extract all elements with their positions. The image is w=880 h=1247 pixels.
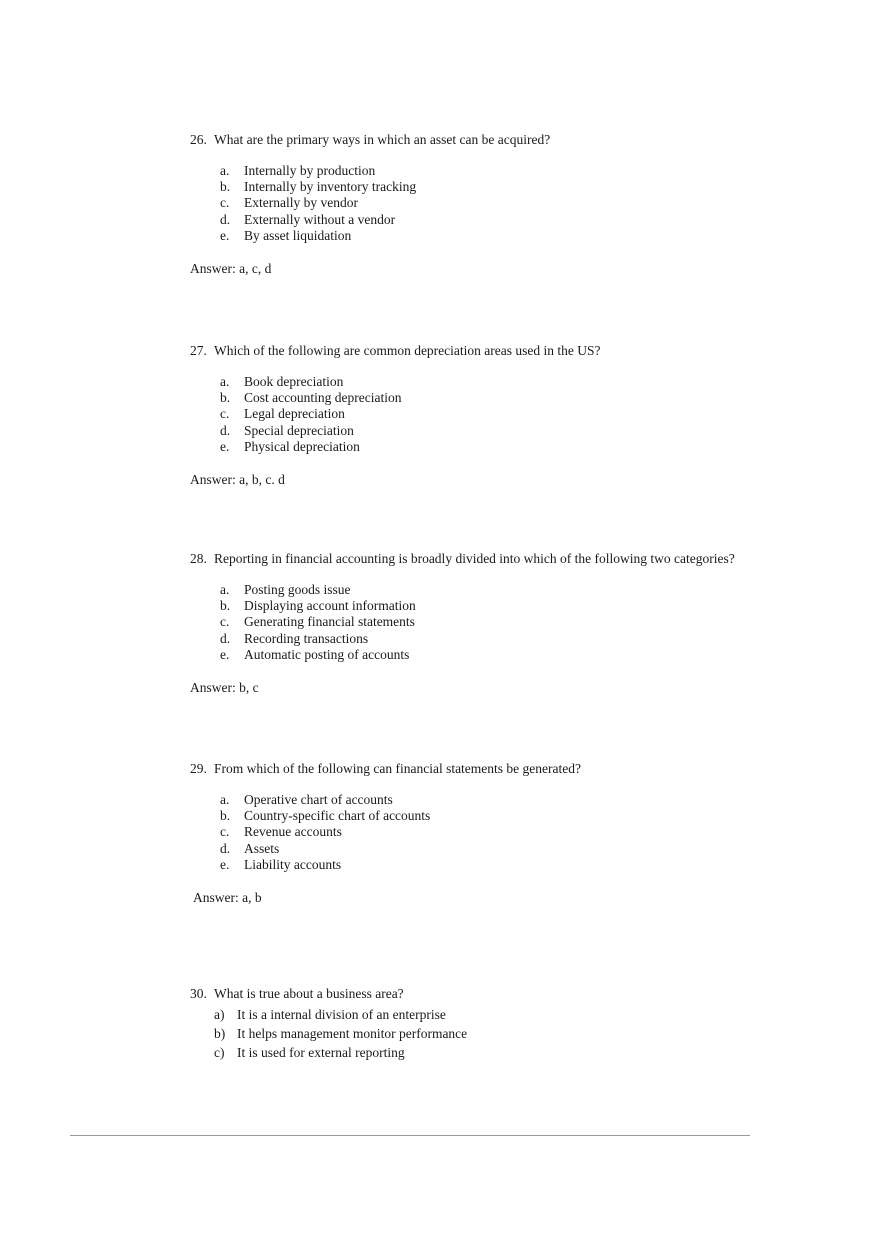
option-item xyxy=(190,647,850,663)
question-title xyxy=(190,342,830,360)
options-list xyxy=(190,582,850,663)
footer-divider xyxy=(70,1135,750,1136)
option-item xyxy=(190,1043,830,1062)
option-text: It helps management monitor performance xyxy=(237,1026,468,1041)
option-item xyxy=(190,1005,830,1024)
question-30 xyxy=(190,985,830,1062)
option-text: Posting goods issue xyxy=(244,582,351,597)
option-text: Internally by production xyxy=(244,163,376,178)
option-letter: b) xyxy=(214,1026,226,1041)
question-27 xyxy=(190,342,830,489)
question-text: Reporting in financial accounting is broadly divided into which of the following two categories? xyxy=(214,551,735,566)
question-text: Which of the following are common depreciation areas used in the US? xyxy=(214,343,601,358)
option-item xyxy=(190,179,830,195)
option-letter: a. xyxy=(220,792,230,807)
option-item xyxy=(190,792,830,808)
option-item xyxy=(190,857,830,873)
option-letter: d. xyxy=(220,211,231,227)
option-item xyxy=(190,228,830,244)
option-letter: d. xyxy=(220,422,231,438)
option-letter: c. xyxy=(220,614,230,630)
option-text: Liability accounts xyxy=(244,856,342,872)
question-26 xyxy=(190,131,830,278)
option-letter: b. xyxy=(220,808,231,824)
option-text: Special depreciation xyxy=(244,422,354,438)
option-item xyxy=(190,374,830,390)
option-letter: e. xyxy=(220,227,230,243)
option-letter: a. xyxy=(220,163,230,178)
option-item xyxy=(190,439,830,455)
option-letter: d. xyxy=(220,840,231,856)
question-number: 30. xyxy=(190,986,207,1001)
answer-line: Answer: a, b xyxy=(193,889,262,905)
option-text: Generating financial statements xyxy=(244,614,415,630)
option-text: Country-specific chart of accounts xyxy=(244,808,431,824)
question-title xyxy=(190,550,850,568)
option-letter: c. xyxy=(220,824,230,840)
option-item xyxy=(190,195,830,211)
option-text: Operative chart of accounts xyxy=(244,792,393,807)
answer-line: Answer: a, b, c. d xyxy=(190,471,285,487)
options-list xyxy=(190,792,830,873)
option-letter: a. xyxy=(220,582,230,597)
question-title xyxy=(190,760,830,778)
option-letter: d. xyxy=(220,630,231,646)
option-item xyxy=(190,406,830,422)
option-text: Book depreciation xyxy=(244,374,344,389)
option-text: Externally by vendor xyxy=(244,195,358,211)
option-letter: b. xyxy=(220,598,231,614)
option-text: Recording transactions xyxy=(244,630,369,646)
options-list xyxy=(190,163,830,244)
option-item xyxy=(190,598,850,614)
option-letter: c) xyxy=(214,1045,225,1060)
option-letter: b. xyxy=(220,390,231,406)
option-letter: c. xyxy=(220,195,230,211)
option-text: Displaying account information xyxy=(244,598,416,614)
option-item xyxy=(190,212,830,228)
option-item xyxy=(190,841,830,857)
option-letter: b. xyxy=(220,179,231,195)
question-text: What is true about a business area? xyxy=(214,986,404,1001)
option-item xyxy=(190,631,850,647)
answer-line: Answer: a, c, d xyxy=(190,260,272,276)
option-item xyxy=(190,163,830,179)
option-item xyxy=(190,808,830,824)
option-letter: c. xyxy=(220,406,230,422)
option-letter: a. xyxy=(220,374,230,389)
option-text: Internally by inventory tracking xyxy=(244,179,417,195)
question-29 xyxy=(190,760,830,907)
option-text: Physical depreciation xyxy=(244,438,360,454)
option-item xyxy=(190,824,830,840)
option-text: Assets xyxy=(244,840,280,856)
option-item xyxy=(190,423,830,439)
options-list xyxy=(190,1005,830,1062)
option-item xyxy=(190,582,850,598)
question-number: 27. xyxy=(190,343,207,358)
option-letter: a) xyxy=(214,1007,225,1022)
option-letter: e. xyxy=(220,856,230,872)
question-28 xyxy=(190,550,850,697)
question-text: What are the primary ways in which an asset can be acquired? xyxy=(214,132,551,147)
option-text: By asset liquidation xyxy=(244,227,352,243)
option-item xyxy=(190,390,830,406)
question-number: 29. xyxy=(190,761,207,776)
options-list xyxy=(190,374,830,455)
option-letter: e. xyxy=(220,646,230,662)
question-number: 26. xyxy=(190,132,207,147)
question-title xyxy=(190,131,830,149)
question-title xyxy=(190,985,830,1003)
option-text: Automatic posting of accounts xyxy=(244,646,410,662)
option-text: Cost accounting depreciation xyxy=(244,390,402,406)
answer-line: Answer: b, c xyxy=(190,679,259,695)
option-text: It is used for external reporting xyxy=(237,1045,405,1060)
question-number: 28. xyxy=(190,551,207,566)
option-text: It is a internal division of an enterprise xyxy=(237,1007,446,1022)
option-letter: e. xyxy=(220,438,230,454)
question-text: From which of the following can financial statements be generated? xyxy=(214,761,581,776)
option-text: Externally without a vendor xyxy=(244,211,396,227)
option-item xyxy=(190,1024,830,1043)
option-text: Revenue accounts xyxy=(244,824,342,840)
option-item xyxy=(190,614,850,630)
option-text: Legal depreciation xyxy=(244,406,345,422)
